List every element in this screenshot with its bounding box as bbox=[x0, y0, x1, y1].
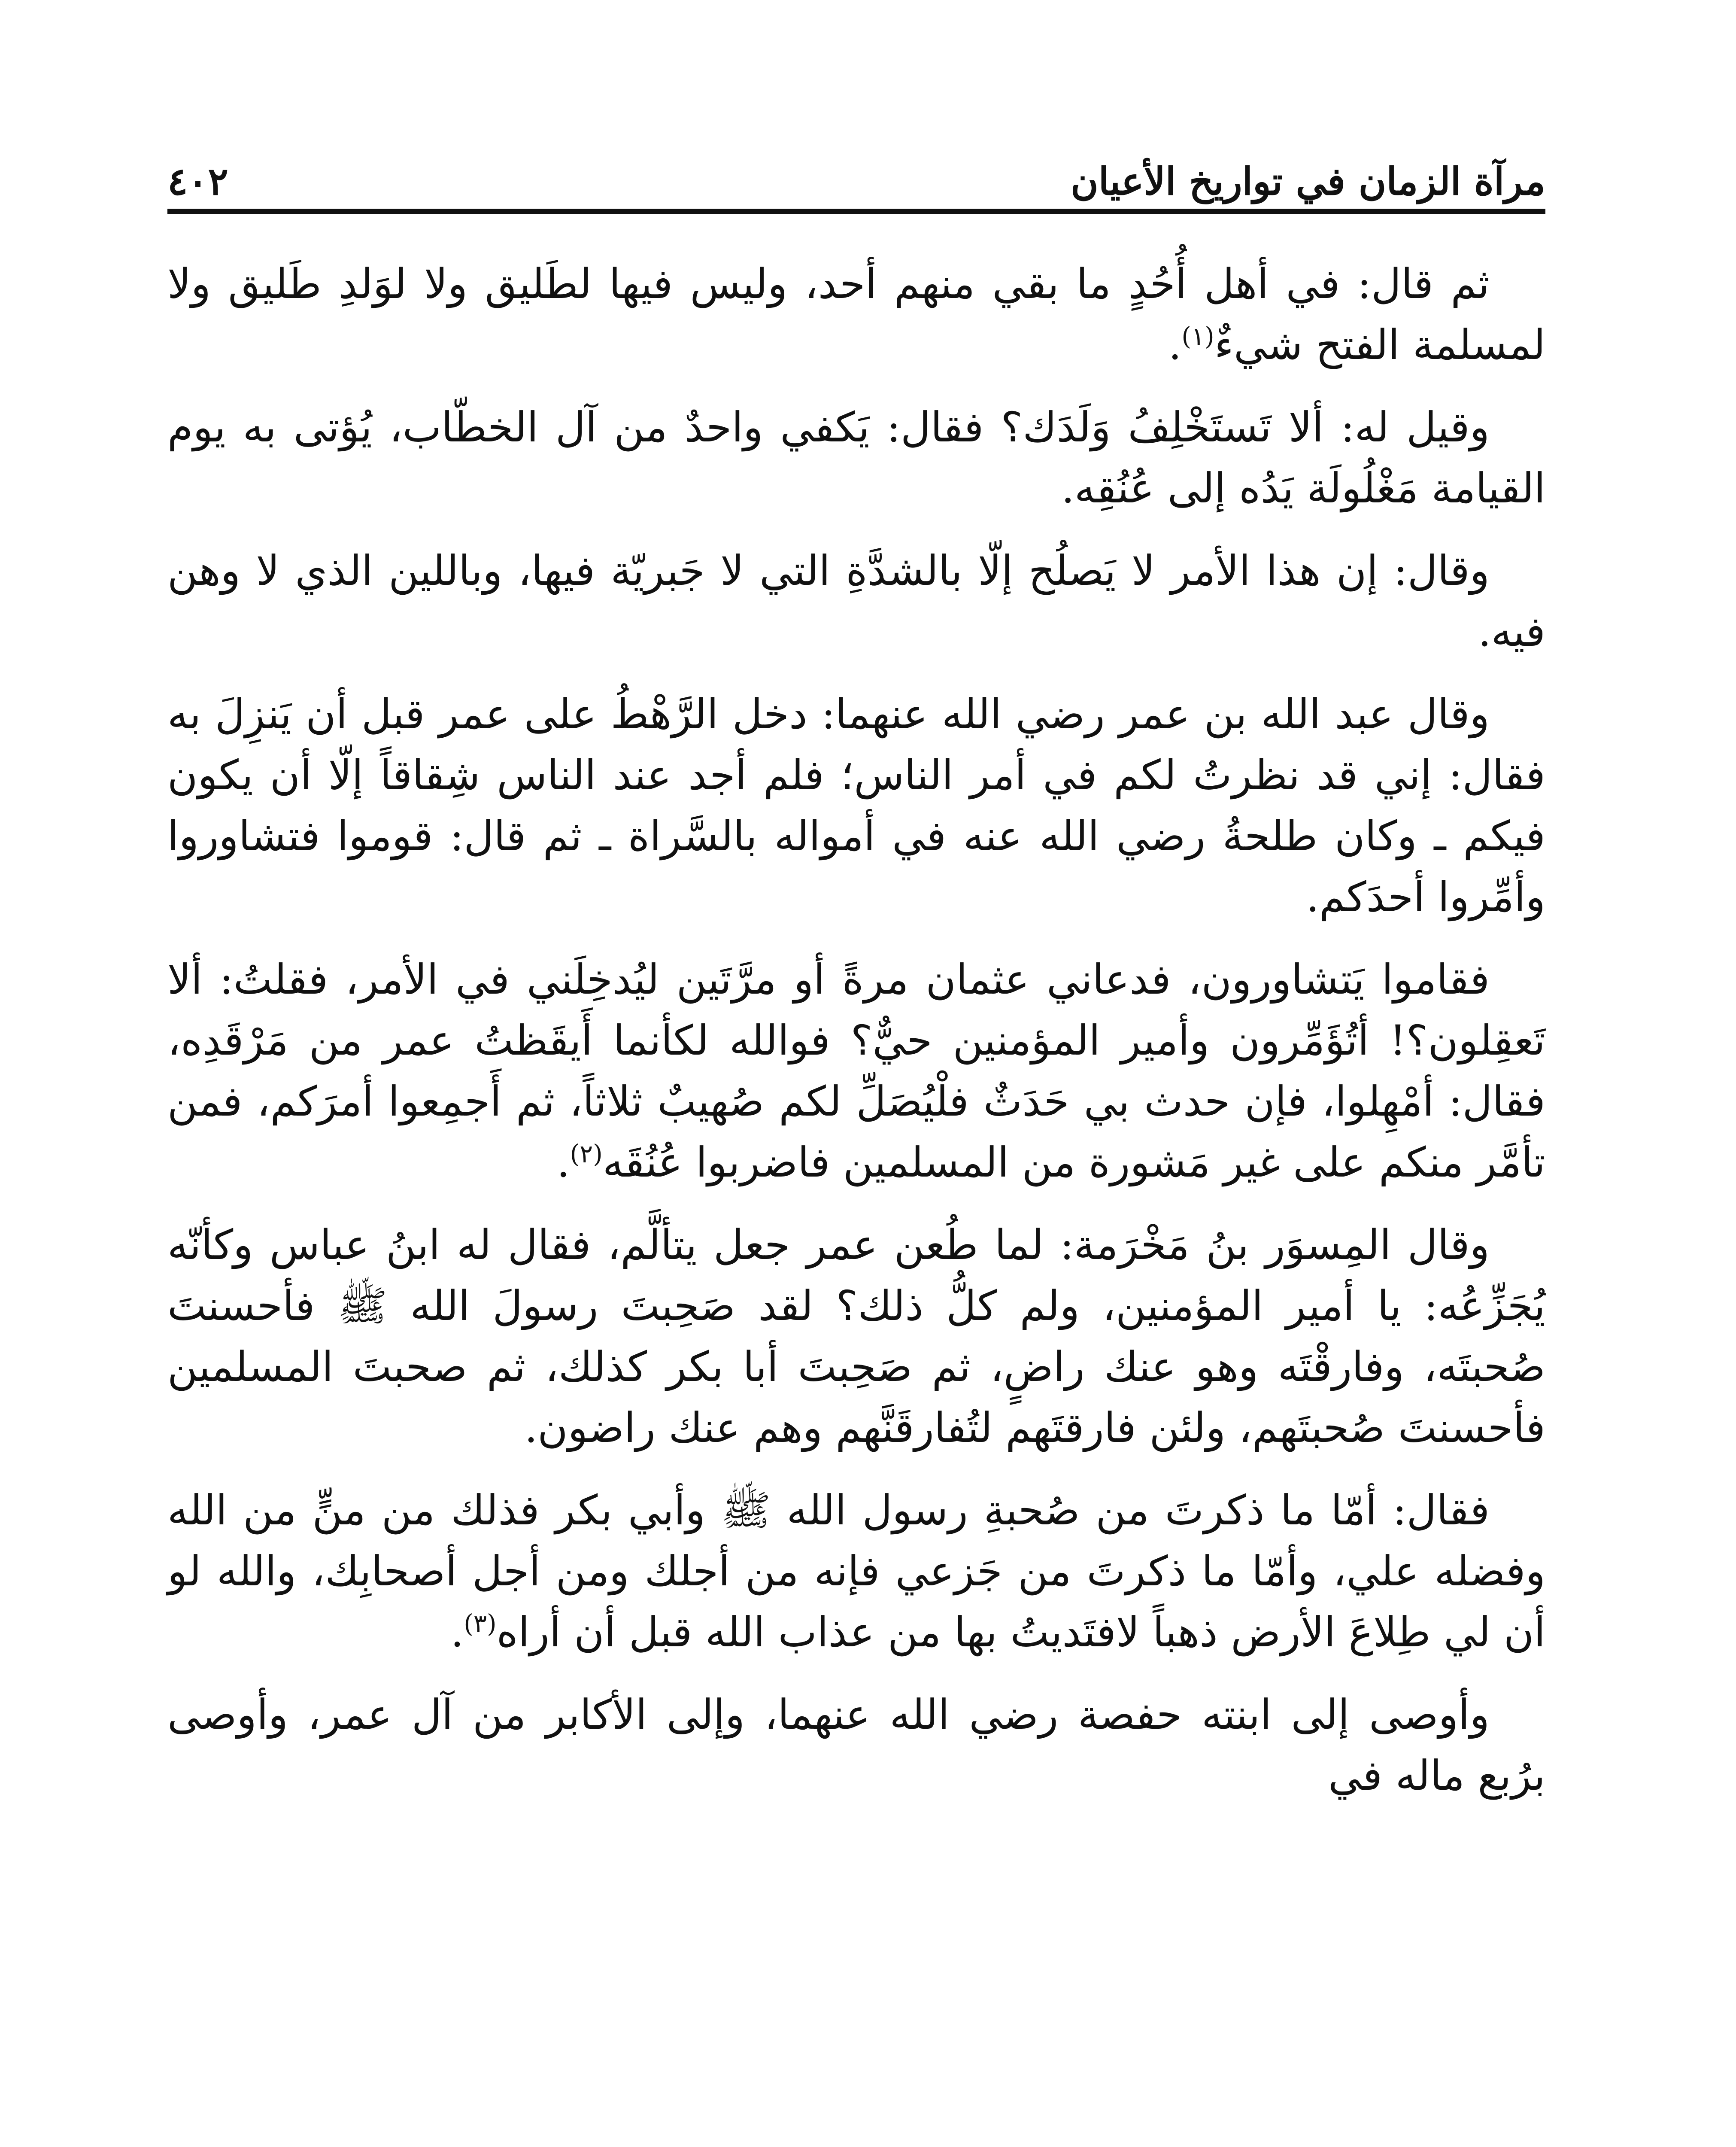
paragraph: وأوصى إلى ابنته حفصة رضي الله عنهما، وإلى الأكابر من آل عمر، وأوصى برُبع ماله في bbox=[167, 1691, 1545, 1800]
paragraph: فقاموا يَتشاورون، فدعاني عثمان مرةً أو مرَّتَين ليُدخِلَني في الأمر، فقلتُ: ألا تَعقِلون؟! أتُؤَمِّرون وأمير المؤمنين حيٌّ؟ فوالله لكأنما أَيقَظتُ عمر من مَرْقَدِه، فقال: أمْهِلوا، فإن حدث بي حَدَثٌ فلْيُصَلِّ لكم صُهيبٌ ثلاثاً، ثم أَجمِعوا أمرَكم، فمن تأمَّر منكم على غير مَشورة من المسلمين فاضربوا عُنُقَه$^{(٢)}$. bbox=[167, 955, 1545, 1186]
paragraph: وقال: إن هذا الأمر لا يَصلُح إلّا بالشدَّةِ التي لا جَبريّة فيها، وباللين الذي لا وهن فيه. bbox=[167, 547, 1545, 656]
body-text bbox=[167, 253, 1545, 1828]
paragraph: فقال: أمّا ما ذكرتَ من صُحبةِ رسول الله ﷺ وأبي بكر فذلك من منٍّ من الله وفضله علي، وأمّا ما ذكرتَ من جَزعي فإنه من أجلك ومن أجل أصحابِك، والله لو أن لي طِلاعَ الأرض ذهباً لافتَديتُ بها من عذاب الله قبل أن أراه$^{(٣)}$. bbox=[167, 1486, 1545, 1656]
book-page bbox=[167, 129, 1545, 2147]
paragraph: وقال المِسوَر بنُ مَخْرَمة: لما طُعن عمر جعل يتألَّم، فقال له ابنُ عباس وكأنّه يُجَزِّعُه: يا أمير المؤمنين، ولم كلُّ ذلك؟ لقد صَحِبتَ رسولَ الله ﷺ فأحسنتَ صُحبتَه، وفارقْتَه وهو عنك راضٍ، ثم صَحِبتَ أبا بكر كذلك، ثم صحبتَ المسلمين فأحسنتَ صُحبتَهم، ولئن فارقتَهم لتُفارقَنَّهم وهم عنك راضون. bbox=[167, 1221, 1545, 1452]
paragraph: وقال عبد الله بن عمر رضي الله عنهما: دخل الرَّهْطُ على عمر قبل أن يَنزِلَ به فقال: إني قد نظرتُ لكم في أمر الناس؛ فلم أجد عند الناس شِقاقاً إلّا أن يكون فيكم ـ وكان طلحةُ رضي الله عنه في أمواله بالسَّراة ـ ثم قال: قوموا فتشاوروا وأمِّروا أحدَكم. bbox=[167, 690, 1546, 921]
page-header bbox=[167, 129, 1545, 206]
paragraph: ثم قال: في أهل أُحُدٍ ما بقي منهم أحد، وليس فيها لطَليق ولا لوَلدِ طَليق ولا لمسلمة الفتح شيءٌ$^{(١)}$. bbox=[167, 260, 1545, 369]
footnote-ref: (١) bbox=[1181, 322, 1214, 351]
paragraph: وقيل له: ألا تَستَخْلِفُ وَلَدَك؟ فقال: يَكفي واحدٌ من آل الخطّاب، يُؤتى به يوم القيامة مَغْلُولَة يَدُه إلى عُنُقِه. bbox=[167, 403, 1545, 512]
running-title: مرآة الزمان في تواريخ الأعيان bbox=[1071, 159, 1545, 204]
footnote-ref: (٣) bbox=[464, 1609, 497, 1638]
footnote-ref: (٢) bbox=[570, 1139, 603, 1168]
page-number: ٤٠٢ bbox=[167, 159, 228, 204]
header-rule bbox=[167, 209, 1545, 214]
